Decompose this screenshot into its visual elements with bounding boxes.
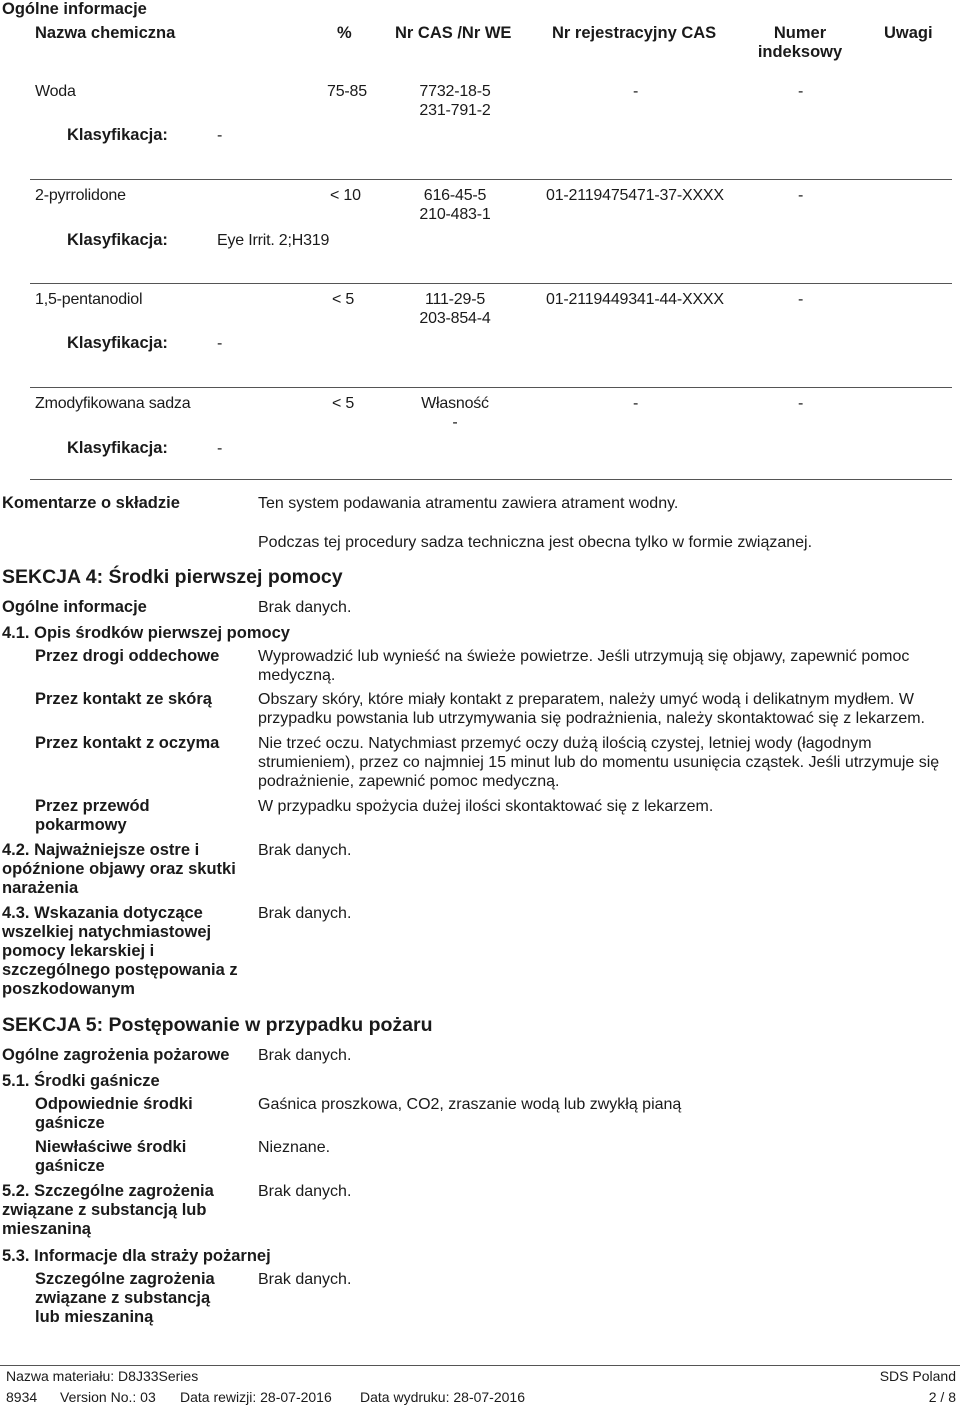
subsection-5-2-title: 5.2. Szczególne zagrożenia związane z substancją lub mieszaniną [2,1182,214,1238]
subsection-5-1-title: 5.1. Środki gaśnicze [2,1072,160,1090]
col-header-reg: Nr rejestracyjny CAS [552,24,717,42]
footer-doc-type: SDS Poland [879,1368,956,1384]
subsection-4-2-value: Brak danych. [258,842,352,859]
skin-contact-value: Obszary skóry, które miały kontakt z preparatem, należy umyć wodą i delikatnym mydłem. W przypadku powstania lub utrzymywania się podrażnienia, należy skontaktować się z lekarzem. [258,691,925,727]
col-header-percent: % [337,24,352,42]
unsuitable-media-value: Nieznane. [258,1139,331,1156]
row-cas-1: Własność [421,395,489,412]
row-cas-2: 203-854-4 [419,310,491,327]
section-heading: Ogólne informacje [2,0,147,18]
eye-contact-label: Przez kontakt z oczyma [35,734,220,752]
classification-label: Klasyfikacja: [67,439,168,457]
classification-label: Klasyfikacja: [67,126,168,144]
footer-print-date: Data wydruku: 28-07-2016 [360,1389,525,1405]
classification-value: - [217,127,223,144]
classification-value: - [217,335,223,352]
row-cas [400,394,510,432]
col-header-name: Nazwa chemiczna [35,24,176,42]
col-header-cas: Nr CAS /Nr WE [395,24,512,42]
composition-comments-label: Komentarze o składzie [2,494,180,512]
classification-label: Klasyfikacja: [67,334,168,352]
unsuitable-media-label: Niewłaściwe środki gaśnicze [35,1138,187,1175]
special-hazards-label: Szczególne zagrożenia związane z substancją lub mieszaniną [35,1270,215,1326]
row-cas-1: 7732-18-5 [419,83,491,100]
row-cas [400,82,510,120]
composition-comments-line1: Ten system podawania atramentu zawiera atrament wodny. [258,495,679,512]
row-reg: 01-2119449341-44-XXXX [546,291,724,308]
col-header-notes: Uwagi [884,24,933,42]
row-index: - [798,395,804,412]
row-notes: - [798,187,804,204]
suitable-media-label: Odpowiednie środki gaśnicze [35,1095,193,1132]
suitable-media-value: Gaśnica proszkowa, CO2, zraszanie wodą lub zwykłą pianą [258,1096,682,1113]
row-name: 1,5-pentanodiol [35,291,143,308]
row-name: 2-pyrrolidone [35,187,126,204]
row-cas-1: 111-29-5 [424,291,486,308]
row-name: Woda [35,83,76,100]
row-cas [400,290,510,328]
section-4-title: SEKCJA 4: Środki pierwszej pomocy [2,566,343,588]
row-cas-1: 616-45-5 [423,187,487,204]
footer-code: 8934 [6,1389,38,1405]
subsection-5-3-title: 5.3. Informacje dla straży pożarnej [2,1247,271,1265]
ingestion-label: Przez przewód pokarmowy [35,797,150,834]
col-header-index [740,24,860,62]
row-notes: - [798,291,804,308]
section-5-title: SEKCJA 5: Postępowanie w przypadku pożaru [2,1014,433,1036]
skin-contact-label: Przez kontakt ze skórą [35,690,212,708]
row-reg: - [633,83,639,100]
footer-divider [0,1365,960,1366]
col-header-index-line1: Numer [773,24,827,42]
ingestion-value: W przypadku spożycia dużej ilości skontaktować się z lekarzem. [258,798,714,815]
row-cas [400,186,510,224]
row-name: Zmodyfikowana sadza [35,395,191,412]
classification-label: Klasyfikacja: [67,231,168,249]
first-aid-general-label: Ogólne informacje [2,598,147,616]
subsection-4-3-value: Brak danych. [258,905,352,922]
subsection-5-2-value: Brak danych. [258,1183,352,1200]
row-divider [30,387,952,388]
row-percent: 75-85 [327,83,367,100]
table-end-divider [30,479,952,480]
footer-version: Version No.: 03 [60,1389,156,1405]
footer-revision-date: Data rewizji: 28-07-2016 [180,1389,332,1405]
footer-page-number: 2 / 8 [928,1389,956,1405]
footer-material-name: Nazwa materiału: D8J33Series [6,1368,199,1384]
row-divider [30,179,952,180]
subsection-4-3-title: 4.3. Wskazania dotyczące wszelkiej natychmiastowej pomocy lekarskiej i szczególnego postępowania z poszkodowanym [2,904,238,998]
inhalation-value: Wyprowadzić lub wynieść na świeże powietrze. Jeśli utrzymują się objawy, zapewnić pomoc medyczną. [258,648,910,684]
eye-contact-value: Nie trzeć oczu. Natychmiast przemyć oczy dużą ilością czystej, letniej wody (łagodnym strumieniem), przez co najmniej 15 minut lub do momentu usunięcia cząstek. Jeśli utrzymuje się podrażnienie, zapewnić pomoc medyczną. [258,735,940,790]
row-index: - [798,83,804,100]
first-aid-general-value: Brak danych. [258,599,352,616]
composition-comments-line2: Podczas tej procedury sadza techniczna jest obecna tylko w formie związanej. [258,534,813,551]
row-percent: < 5 [332,395,355,412]
row-divider [30,283,952,284]
row-percent: < 5 [332,291,355,308]
row-cas-2: 210-483-1 [419,206,491,223]
subsection-4-2-title: 4.2. Najważniejsze ostre i opóźnione objawy oraz skutki narażenia [2,841,236,897]
classification-value: Eye Irrit. 2;H319 [217,232,330,249]
row-reg: - [633,395,639,412]
subsection-4-1-title: 4.1. Opis środków pierwszej pomocy [2,624,290,642]
inhalation-label: Przez drogi oddechowe [35,647,220,665]
row-cas-2: - [452,414,458,431]
fire-hazards-label: Ogólne zagrożenia pożarowe [2,1046,230,1064]
row-percent: < 10 [330,187,361,204]
row-reg: 01-2119475471-37-XXXX [546,187,724,204]
special-hazards-value: Brak danych. [258,1271,352,1288]
classification-value: - [217,440,223,457]
row-cas-2: 231-791-2 [419,102,491,119]
fire-hazards-value: Brak danych. [258,1047,352,1064]
col-header-index-line2: indeksowy [757,43,843,61]
